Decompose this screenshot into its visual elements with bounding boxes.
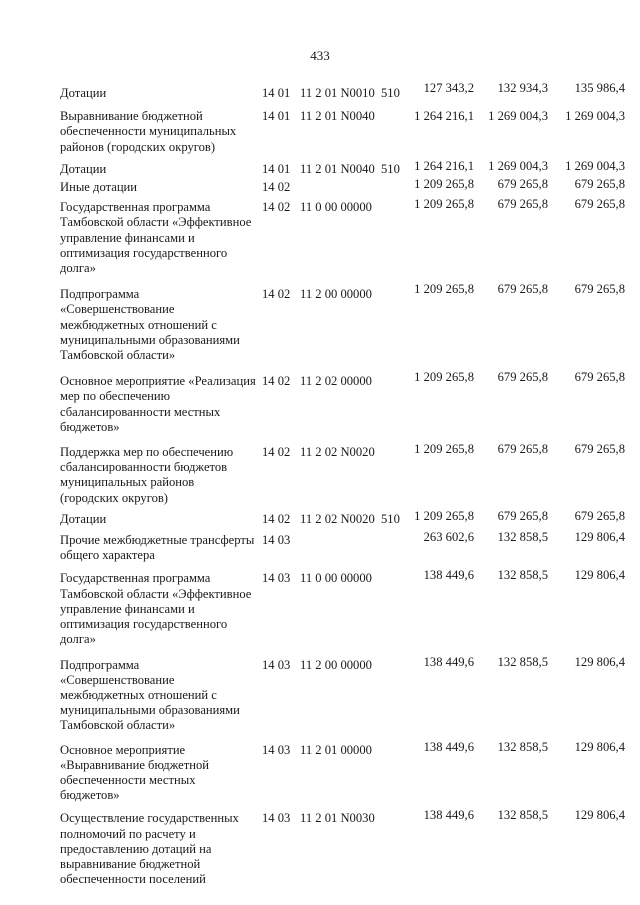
row-section: 14 03	[262, 742, 291, 757]
table-row	[0, 370, 640, 435]
row-section: 14 02	[262, 511, 291, 526]
table-row	[0, 282, 640, 363]
row-amount-year-2: 679 265,8	[497, 282, 548, 297]
row-amount-year-2: 679 265,8	[497, 197, 548, 212]
row-amount-year-1: 138 449,6	[423, 654, 474, 669]
row-amount-year-3: 679 265,8	[574, 197, 625, 212]
row-amount-year-1: 1 264 216,1	[414, 158, 474, 173]
row-target-article: 11 0 00 00000	[300, 571, 372, 586]
row-target-article: 11 2 02 00000	[300, 374, 372, 389]
row-target-article: 11 2 00 00000	[300, 287, 372, 302]
table-row	[0, 530, 640, 563]
row-amount-year-3: 129 806,4	[574, 808, 625, 823]
row-amount-year-3: 135 986,4	[574, 81, 625, 95]
row-amount-year-2: 679 265,8	[497, 370, 548, 385]
row-amount-year-1: 1 209 265,8	[414, 370, 474, 385]
row-amount-year-3: 679 265,8	[574, 508, 625, 523]
table-row	[0, 158, 640, 177]
row-name: Подпрограмма «Совершенствование межбюджетных отношений с муниципальными образованиями Тамбовской области»	[60, 287, 240, 363]
row-section: 14 02	[262, 445, 291, 460]
table-row	[0, 81, 640, 101]
row-amount-year-3: 129 806,4	[574, 654, 625, 669]
row-section: 14 03	[262, 571, 291, 586]
row-amount-year-2: 1 269 004,3	[488, 109, 548, 124]
row-amount-year-2: 132 858,5	[497, 568, 548, 583]
row-section: 14 03	[262, 657, 291, 672]
row-section: 14 01	[262, 86, 291, 100]
row-amount-year-2: 1 269 004,3	[488, 158, 548, 173]
row-section: 14 02	[262, 180, 291, 195]
row-amount-year-3: 1 269 004,3	[565, 158, 625, 173]
row-section: 14 01	[262, 109, 291, 124]
row-amount-year-1: 1 209 265,8	[414, 197, 474, 212]
row-section: 14 02	[262, 374, 291, 389]
table-row	[0, 654, 640, 734]
row-name: Дотации	[60, 161, 107, 176]
row-amount-year-1: 1 209 265,8	[414, 282, 474, 297]
page-number: 433	[310, 48, 330, 63]
row-name: Подпрограмма «Совершенствование межбюджетных отношений с муниципальными образованиями Тамбовской области»	[60, 657, 240, 733]
row-name: Поддержка мер по обеспечению сбалансированности бюджетов муниципальных районов (городских округов)	[60, 445, 234, 505]
row-expense-type: 510	[381, 511, 400, 526]
row-section: 14 03	[262, 533, 291, 548]
table-row	[0, 197, 640, 276]
row-target-article: 11 2 01 N0040	[300, 109, 375, 124]
row-amount-year-3: 129 806,4	[574, 739, 625, 754]
row-expense-type: 510	[381, 86, 400, 100]
row-name: Осуществление государственных полномочий по расчету и предоставлению дотаций на выравнивание бюджетной обеспеченности поселений	[60, 811, 239, 887]
row-amount-year-2: 679 265,8	[497, 442, 548, 457]
row-section: 14 01	[262, 161, 291, 176]
row-target-article: 11 2 00 00000	[300, 657, 372, 672]
row-amount-year-3: 129 806,4	[574, 530, 625, 545]
row-amount-year-3: 129 806,4	[574, 568, 625, 583]
row-amount-year-2: 679 265,8	[497, 508, 548, 523]
row-amount-year-1: 138 449,6	[423, 808, 474, 823]
row-amount-year-2: 132 858,5	[497, 654, 548, 669]
row-amount-year-1: 127 343,2	[423, 81, 474, 95]
row-target-article: 11 0 00 00000	[300, 200, 372, 215]
row-amount-year-1: 138 449,6	[423, 568, 474, 583]
row-amount-year-1: 1 209 265,8	[414, 177, 474, 192]
row-name: Государственная программа Тамбовской области «Эффективное управление финансами и оптимизация государственного долга»	[60, 571, 252, 647]
row-target-article: 11 2 01 N0030	[300, 811, 375, 826]
row-target-article: 11 2 01 N0010	[300, 86, 375, 100]
table-row	[0, 177, 640, 195]
row-amount-year-3: 679 265,8	[574, 177, 625, 192]
row-amount-year-1: 138 449,6	[423, 739, 474, 754]
row-name: Государственная программа Тамбовской области «Эффективное управление финансами и оптимизация государственного долга»	[60, 200, 252, 276]
row-amount-year-3: 679 265,8	[574, 442, 625, 457]
row-target-article: 11 2 02 N0020	[300, 445, 375, 460]
row-name: Выравнивание бюджетной обеспеченности муниципальных районов (городских округов)	[60, 109, 237, 154]
row-target-article: 11 2 01 N0040	[300, 161, 375, 176]
row-section: 14 02	[262, 200, 291, 215]
row-amount-year-2: 132 858,5	[497, 530, 548, 545]
table-row	[0, 808, 640, 887]
row-amount-year-1: 263 602,6	[423, 530, 474, 545]
table-row	[0, 109, 640, 155]
row-name: Дотации	[60, 511, 107, 526]
row-expense-type: 510	[381, 161, 400, 176]
row-name: Дотации	[60, 86, 107, 100]
row-amount-year-1: 1 209 265,8	[414, 508, 474, 523]
table-row	[0, 508, 640, 527]
row-name: Основное мероприятие «Выравнивание бюджетной обеспеченности местных бюджетов»	[60, 742, 210, 803]
table-row	[0, 442, 640, 506]
row-target-article: 11 2 02 N0020	[300, 511, 375, 526]
row-name: Иные дотации	[60, 180, 138, 195]
row-amount-year-2: 132 858,5	[497, 739, 548, 754]
budget-table	[0, 81, 640, 887]
row-amount-year-2: 132 858,5	[497, 808, 548, 823]
row-amount-year-3: 679 265,8	[574, 370, 625, 385]
row-name: Основное мероприятие «Реализация мер по обеспечению сбалансированности местных бюджетов»	[60, 374, 256, 434]
row-amount-year-1: 1 209 265,8	[414, 442, 474, 457]
row-amount-year-1: 1 264 216,1	[414, 109, 474, 124]
row-target-article: 11 2 01 00000	[300, 742, 372, 757]
row-section: 14 02	[262, 287, 291, 302]
row-amount-year-2: 132 934,3	[497, 81, 548, 95]
row-amount-year-3: 1 269 004,3	[565, 109, 625, 124]
row-name: Прочие межбюджетные трансферты общего характера	[60, 533, 255, 563]
row-amount-year-2: 679 265,8	[497, 177, 548, 192]
table-row	[0, 739, 640, 804]
table-row	[0, 568, 640, 647]
row-section: 14 03	[262, 811, 291, 826]
row-amount-year-3: 679 265,8	[574, 282, 625, 297]
